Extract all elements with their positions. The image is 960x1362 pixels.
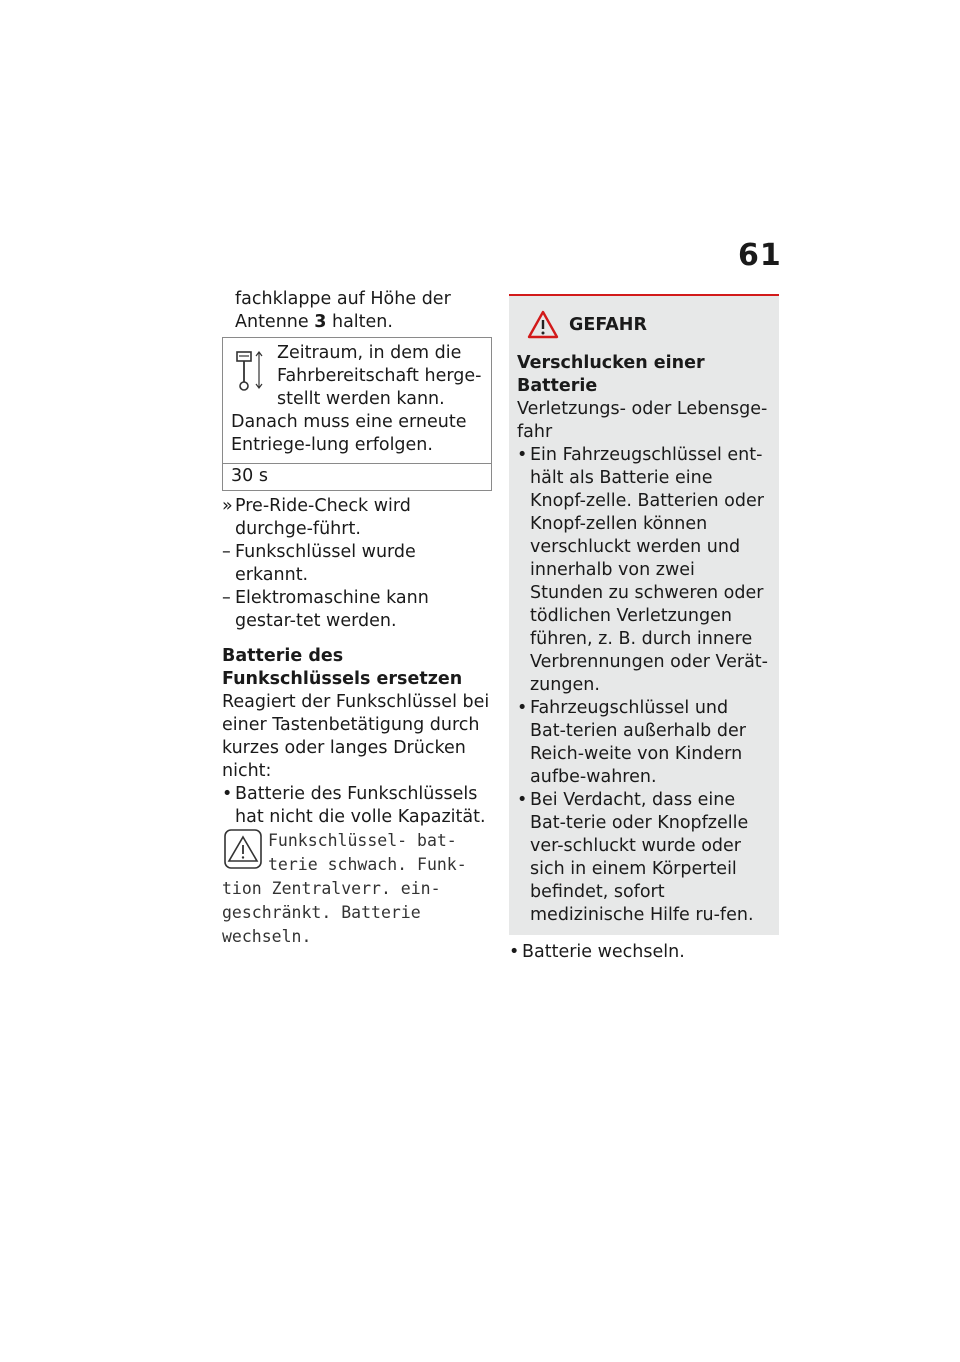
result-text: Funkschlüssel wurde erkannt. <box>235 542 416 585</box>
info-box-body <box>223 338 491 463</box>
display-message-text: Funkschlüssel- bat-terie schwach. Funk-tion Zentralverr. ein-geschränkt. Batterie wechseln. <box>222 831 467 946</box>
danger-subtitle: Verschlucken einer Batterie <box>517 353 705 396</box>
page-number: 61 <box>738 238 782 273</box>
danger-item-text: Bei Verdacht, dass eine Bat-terie oder Knopfzelle ver-schluckt wurde oder sich in einem Körperteil befindet, sofort medizinische Hilfe ru-fen. <box>530 790 754 925</box>
bullet-mark: • <box>509 942 520 962</box>
result-item <box>222 541 492 587</box>
danger-title: GEFAHR <box>569 314 647 335</box>
danger-notice <box>509 294 779 935</box>
danger-header <box>527 310 769 340</box>
result-item <box>222 587 492 633</box>
result-mark: – <box>222 588 231 608</box>
bullet-mark: • <box>517 445 528 465</box>
motorcycle-key-info-icon <box>233 346 267 394</box>
bullet-text: Batterie des Funkschlüssels hat nicht die volle Kapazität. <box>235 784 486 827</box>
info-box-text: Zeitraum, in dem die Fahrbereitschaft herge-stellt werden kann. Danach muss eine erneute Entriege-lung erfolgen. <box>231 343 482 455</box>
danger-consequence: Verletzungs- oder Lebensge-fahr <box>517 399 768 442</box>
danger-item <box>517 789 769 927</box>
display-message <box>222 829 492 949</box>
bullet-mark: • <box>222 784 233 804</box>
section-heading: Batterie des Funkschlüssels ersetzen <box>222 646 463 689</box>
intro-line-2: Antenne <box>235 312 309 332</box>
action-bullet <box>509 941 779 964</box>
right-column <box>509 294 779 964</box>
left-column <box>222 288 492 949</box>
result-text: Pre-Ride-Check wird durchge-führt. <box>235 496 411 539</box>
intro-line-1: fachklappe auf Höhe der <box>235 289 451 309</box>
info-box-value: 30 s <box>223 463 491 490</box>
result-item <box>222 495 492 541</box>
result-list <box>222 495 492 633</box>
antenna-reference: 3 <box>314 312 327 332</box>
intro-line-2-end: halten. <box>331 312 393 332</box>
action-text: Batterie wechseln. <box>522 942 685 962</box>
result-text: Elektromaschine kann gestar-tet werden. <box>235 588 429 631</box>
result-mark: » <box>222 496 233 516</box>
section-paragraph: Reagiert der Funkschlüssel bei einer Tastenbetätigung durch kurzes oder langes Drücken nicht: <box>222 692 490 781</box>
condition-bullet <box>222 783 492 829</box>
result-mark: – <box>222 542 231 562</box>
bullet-mark: • <box>517 698 528 718</box>
bullet-mark: • <box>517 790 528 810</box>
info-box <box>222 337 492 491</box>
danger-item-text: Ein Fahrzeugschlüssel ent-hält als Batterie eine Knopf-zelle. Batterien oder Knopf-zellen können verschluckt werden und innerhalb von zwei Stunden zu schweren oder tödlichen Verletzungen führen, z. B. durch innere Verbrennungen oder Verät-zungen. <box>530 445 768 695</box>
danger-warning-icon <box>527 310 559 340</box>
danger-item <box>517 697 769 789</box>
danger-item-text: Fahrzeugschlüssel und Bat-terien außerhalb der Reich-weite von Kindern aufbe-wahren. <box>530 698 746 787</box>
warning-triangle-icon <box>224 829 262 869</box>
danger-item <box>517 444 769 697</box>
intro-text <box>222 288 492 334</box>
